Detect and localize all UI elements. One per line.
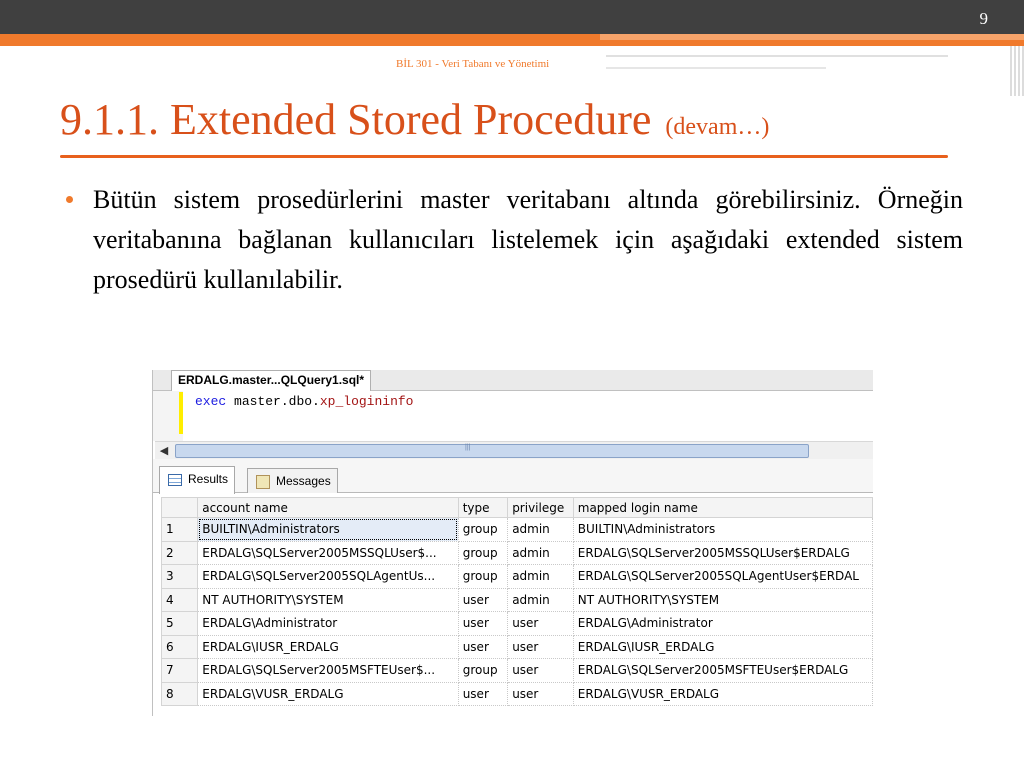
mapped-login-cell[interactable]: NT AUTHORITY\SYSTEM bbox=[573, 588, 872, 612]
table-row[interactable] bbox=[162, 635, 873, 659]
bullet-icon bbox=[66, 196, 73, 203]
header-divider-2 bbox=[606, 67, 826, 69]
account-name-cell[interactable]: NT AUTHORITY\SYSTEM bbox=[198, 588, 458, 612]
column-header[interactable]: type bbox=[458, 498, 507, 518]
row-number-cell[interactable]: 6 bbox=[162, 635, 198, 659]
horizontal-scrollbar[interactable] bbox=[155, 441, 873, 459]
slide-title bbox=[60, 94, 769, 145]
code-object: master.dbo. bbox=[234, 394, 320, 409]
row-number-cell[interactable]: 3 bbox=[162, 565, 198, 589]
type-cell[interactable]: group bbox=[458, 518, 507, 542]
bullet-text: Bütün sistem prosedürlerini master veritabanı altında görebilirsiniz. Örneğin veritabanına bağlanan kullanıcıları listelemek için aşağıdaki extended sistem prosedürü kullanılabilir. bbox=[93, 185, 963, 294]
table-row[interactable] bbox=[162, 588, 873, 612]
tab-results-label: Results bbox=[188, 472, 229, 486]
top-orange-bar-highlight bbox=[600, 34, 1024, 40]
row-number-cell[interactable]: 7 bbox=[162, 659, 198, 683]
mapped-login-cell[interactable]: ERDALG\Administrator bbox=[573, 612, 872, 636]
tab-messages[interactable] bbox=[247, 468, 338, 493]
row-number-cell[interactable]: 4 bbox=[162, 588, 198, 612]
type-cell[interactable]: user bbox=[458, 635, 507, 659]
type-cell[interactable]: group bbox=[458, 659, 507, 683]
table-row[interactable] bbox=[162, 659, 873, 683]
type-cell[interactable]: user bbox=[458, 682, 507, 706]
type-cell[interactable]: user bbox=[458, 588, 507, 612]
column-header[interactable]: account name bbox=[198, 498, 458, 518]
mapped-login-cell[interactable]: BUILTIN\Administrators bbox=[573, 518, 872, 542]
scrollbar-grip-icon: ||| bbox=[465, 444, 471, 451]
privilege-cell[interactable]: user bbox=[508, 612, 574, 636]
account-name-cell[interactable]: ERDALG\SQLServer2005MSFTEUser$... bbox=[198, 659, 458, 683]
type-cell[interactable]: group bbox=[458, 565, 507, 589]
top-dark-bar bbox=[0, 0, 1024, 34]
table-row[interactable] bbox=[162, 612, 873, 636]
results-header-row bbox=[162, 498, 873, 518]
slide-title-main: 9.1.1. Extended Stored Procedure bbox=[60, 95, 652, 144]
page-number: 9 bbox=[979, 9, 988, 28]
query-tab[interactable]: ERDALG.master...QLQuery1.sql* bbox=[171, 370, 371, 391]
query-code-line[interactable] bbox=[195, 394, 413, 409]
table-row[interactable] bbox=[162, 565, 873, 589]
account-name-cell[interactable]: ERDALG\Administrator bbox=[198, 612, 458, 636]
row-number-cell[interactable]: 5 bbox=[162, 612, 198, 636]
slide-title-suffix: (devam…) bbox=[665, 114, 770, 140]
grid-icon bbox=[168, 474, 182, 486]
table-row[interactable] bbox=[162, 518, 873, 542]
account-name-cell[interactable]: ERDALG\VUSR_ERDALG bbox=[198, 682, 458, 706]
code-keyword: exec bbox=[195, 394, 227, 409]
row-number-cell[interactable]: 1 bbox=[162, 518, 198, 542]
mapped-login-cell[interactable]: ERDALG\SQLServer2005MSSQLUser$ERDALG bbox=[573, 541, 872, 565]
results-grid bbox=[161, 497, 873, 706]
column-header[interactable]: mapped login name bbox=[573, 498, 872, 518]
tab-messages-label: Messages bbox=[276, 474, 331, 488]
account-name-cell[interactable]: ERDALG\SQLServer2005SQLAgentUs... bbox=[198, 565, 458, 589]
title-underline bbox=[60, 155, 948, 158]
privilege-cell[interactable]: admin bbox=[508, 565, 574, 589]
tab-results[interactable] bbox=[159, 466, 235, 494]
privilege-cell[interactable]: admin bbox=[508, 518, 574, 542]
privilege-cell[interactable]: user bbox=[508, 635, 574, 659]
mapped-login-cell[interactable]: ERDALG\SQLServer2005SQLAgentUser$ERDAL bbox=[573, 565, 872, 589]
privilege-cell[interactable]: admin bbox=[508, 541, 574, 565]
code-procedure: xp_logininfo bbox=[319, 394, 414, 409]
course-subtitle: BİL 301 - Veri Tabanı ve Yönetimi bbox=[396, 58, 550, 70]
scrollbar-thumb[interactable] bbox=[175, 444, 809, 458]
sql-query-window bbox=[152, 370, 873, 716]
account-name-cell[interactable]: ERDALG\IUSR_ERDALG bbox=[198, 635, 458, 659]
header-divider bbox=[606, 55, 948, 57]
type-cell[interactable]: user bbox=[458, 612, 507, 636]
mapped-login-cell[interactable]: ERDALG\IUSR_ERDALG bbox=[573, 635, 872, 659]
column-header[interactable]: privilege bbox=[508, 498, 574, 518]
row-number-cell[interactable]: 2 bbox=[162, 541, 198, 565]
privilege-cell[interactable]: admin bbox=[508, 588, 574, 612]
table-row[interactable] bbox=[162, 682, 873, 706]
account-name-cell[interactable]: ERDALG\SQLServer2005MSSQLUser$... bbox=[198, 541, 458, 565]
query-tab-strip bbox=[153, 370, 873, 391]
messages-icon bbox=[256, 475, 270, 489]
decorative-stripes bbox=[1010, 46, 1024, 96]
account-name-cell[interactable]: BUILTIN\Administrators bbox=[198, 518, 458, 542]
row-number-header[interactable] bbox=[162, 498, 198, 518]
privilege-cell[interactable]: user bbox=[508, 659, 574, 683]
mapped-login-cell[interactable]: ERDALG\SQLServer2005MSFTEUser$ERDALG bbox=[573, 659, 872, 683]
table-row[interactable] bbox=[162, 541, 873, 565]
type-cell[interactable]: group bbox=[458, 541, 507, 565]
privilege-cell[interactable]: user bbox=[508, 682, 574, 706]
row-number-cell[interactable]: 8 bbox=[162, 682, 198, 706]
scroll-left-icon[interactable]: ◀ bbox=[159, 445, 169, 457]
mapped-login-cell[interactable]: ERDALG\VUSR_ERDALG bbox=[573, 682, 872, 706]
change-marker bbox=[179, 392, 183, 434]
